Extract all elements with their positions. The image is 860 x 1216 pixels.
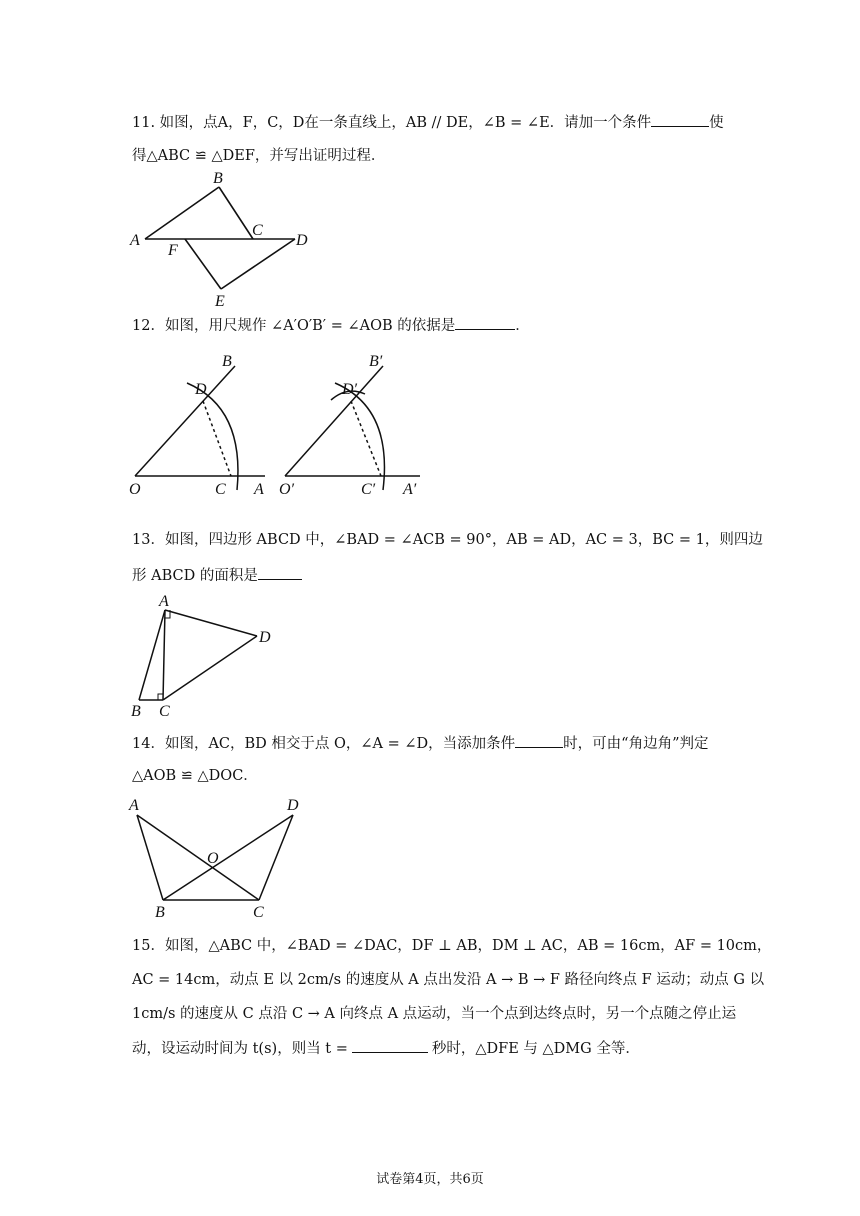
q14-label-d: D bbox=[287, 797, 299, 814]
q13-label-b: B bbox=[131, 703, 141, 720]
q14-label-c: C bbox=[253, 904, 264, 920]
q12-label-a-prime: A′ bbox=[403, 481, 417, 498]
q15-text-a: 动，设运动时间为 t(s)，则当 t = bbox=[132, 1041, 348, 1057]
q11-label-d: D bbox=[296, 232, 308, 249]
q14-label-a: A bbox=[129, 797, 139, 814]
q14-label-o: O bbox=[207, 850, 219, 867]
q15-line2: AC = 14cm，动点 E 以 2cm/s 的速度从 A 点出发沿 A → B → F 路径向终点 F 运动；动点 G 以 bbox=[132, 972, 765, 988]
q13-text: 形 ABCD 的面积是 bbox=[132, 568, 258, 584]
q12-label-d-prime: D′ bbox=[342, 381, 358, 398]
q12-label-o: O bbox=[129, 481, 141, 498]
q11-label-b: B bbox=[213, 170, 223, 187]
q14-answer-blank bbox=[515, 733, 563, 748]
q14-text-a: 14．如图，AC，BD 相交于点 O，∠A = ∠D，当添加条件 bbox=[132, 736, 516, 752]
q15-answer-blank bbox=[352, 1038, 428, 1053]
q14-line2: △AOB ≌ △DOC． bbox=[132, 768, 258, 784]
q11-line2: 得△ABC ≌ △DEF，并写出证明过程． bbox=[132, 148, 386, 164]
q13-label-c: C bbox=[159, 703, 170, 720]
q12-figure bbox=[125, 348, 445, 498]
q11-label-f: F bbox=[168, 242, 178, 259]
q11-figure bbox=[125, 165, 325, 310]
q13-label-a: A bbox=[159, 593, 169, 610]
q11-line1 bbox=[132, 112, 724, 133]
q13-answer-blank bbox=[258, 565, 302, 580]
q15-line3: 1cm/s 的速度从 C 点沿 C → A 向终点 A 点运动，当一个点到达终点时，另一个点随之停止运 bbox=[132, 1006, 737, 1022]
q12-label-c: C bbox=[215, 481, 226, 498]
q12-label-a: A bbox=[254, 481, 264, 498]
q12-answer-blank bbox=[455, 315, 515, 330]
q13-label-d: D bbox=[259, 629, 271, 646]
q15-line1: 15．如图，△ABC 中，∠BAD = ∠DAC，DF ⊥ AB，DM ⊥ AC，AB = 16cm，AF = 10cm， bbox=[132, 938, 772, 954]
q13-line2 bbox=[132, 565, 302, 586]
q12-text-a: 12．如图，用尺规作 ∠A′O′B′ = ∠AOB 的依据是 bbox=[132, 318, 456, 334]
q11-text-b: 使 bbox=[709, 115, 724, 131]
q11-text-a: 11. 如图，点A，F，C，D在一条直线上，AB // DE，∠B = ∠E．请加一个条件 bbox=[132, 115, 652, 131]
q14-line1 bbox=[132, 733, 709, 754]
q13-figure bbox=[125, 590, 285, 720]
q12-line1 bbox=[132, 315, 530, 336]
q15-text-b: 秒时，△DFE 与 △DMG 全等． bbox=[431, 1041, 640, 1057]
q12-label-c-prime: C′ bbox=[361, 481, 376, 498]
q11-label-c: C bbox=[252, 222, 263, 239]
q11-label-e: E bbox=[215, 293, 225, 310]
q14-label-b: B bbox=[155, 904, 165, 920]
q11-answer-blank bbox=[651, 112, 709, 127]
page-footer: 试卷第4页，共6页 bbox=[376, 1172, 484, 1187]
q11-label-a: A bbox=[130, 232, 140, 249]
q14-figure bbox=[125, 795, 315, 920]
q15-line4 bbox=[132, 1038, 640, 1059]
q14-text-b: 时，可由“角边角”判定 bbox=[563, 736, 709, 752]
q12-label-d: D bbox=[195, 381, 207, 398]
q13-line1: 13．如图，四边形 ABCD 中，∠BAD = ∠ACB = 90°，AB = AD，AC = 3，BC = 1，则四边 bbox=[132, 532, 763, 548]
q12-label-b: B bbox=[222, 353, 232, 370]
q12-label-o-prime: O′ bbox=[279, 481, 295, 498]
q12-text-b: ． bbox=[515, 318, 530, 334]
q12-label-b-prime: B′ bbox=[369, 353, 383, 370]
